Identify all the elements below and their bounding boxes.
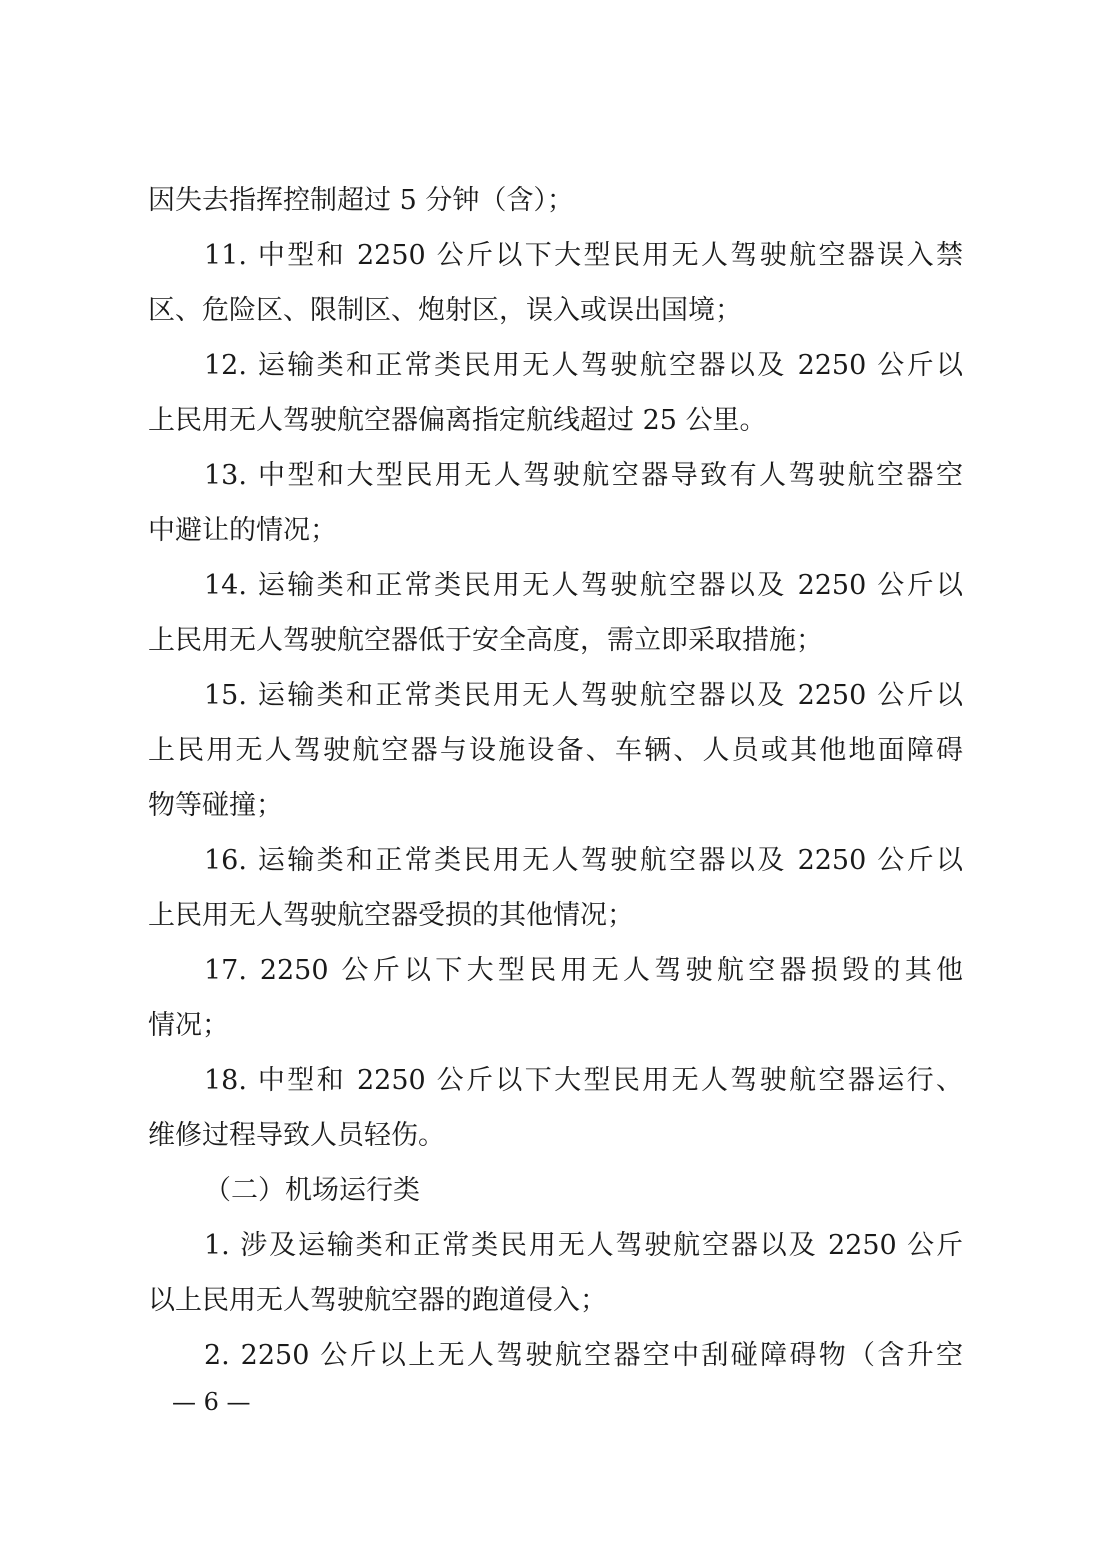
text-line-2: 11. 中型和 2250 公斤以下大型民用无人驾驶航空器误入禁: [204, 240, 963, 271]
text-line-8: 14. 运输类和正常类民用无人驾驶航空器以及 2250 公斤以: [204, 570, 963, 601]
section-heading: （二）机场运行类: [204, 1175, 420, 1206]
text-line-11: 上民用无人驾驶航空器与设施设备、车辆、人员或其他地面障碍: [148, 735, 963, 766]
text-line-22: 2. 2250 公斤以上无人驾驶航空器空中刮碰障碍物（含升空: [204, 1340, 963, 1371]
text-line-18: 维修过程导致人员轻伤。: [148, 1120, 445, 1151]
text-line-12: 物等碰撞；: [148, 790, 283, 821]
text-line-21: 以上民用无人驾驶航空器的跑道侵入；: [148, 1285, 607, 1316]
text-line-17: 18. 中型和 2250 公斤以下大型民用无人驾驶航空器运行、: [204, 1065, 963, 1096]
text-line-1: 因失去指挥控制超过 5 分钟（含）；: [148, 185, 574, 216]
text-line-15: 17. 2250 公斤以下大型民用无人驾驶航空器损毁的其他: [204, 955, 963, 986]
text-line-3: 区、危险区、限制区、炮射区，误入或误出国境；: [148, 295, 742, 326]
text-line-7: 中避让的情况；: [148, 515, 337, 546]
page-number: — 6 —: [172, 1388, 251, 1416]
text-line-10: 15. 运输类和正常类民用无人驾驶航空器以及 2250 公斤以: [204, 680, 963, 711]
text-line-14: 上民用无人驾驶航空器受损的其他情况；: [148, 900, 634, 931]
text-line-20: 1. 涉及运输类和正常类民用无人驾驶航空器以及 2250 公斤: [204, 1230, 963, 1261]
text-line-6: 13. 中型和大型民用无人驾驶航空器导致有人驾驶航空器空: [204, 460, 963, 491]
text-line-9: 上民用无人驾驶航空器低于安全高度，需立即采取措施；: [148, 625, 823, 656]
text-line-13: 16. 运输类和正常类民用无人驾驶航空器以及 2250 公斤以: [204, 845, 963, 876]
text-line-16: 情况；: [148, 1010, 229, 1041]
text-line-4: 12. 运输类和正常类民用无人驾驶航空器以及 2250 公斤以: [204, 350, 963, 381]
text-line-5: 上民用无人驾驶航空器偏离指定航线超过 25 公里。: [148, 405, 767, 436]
